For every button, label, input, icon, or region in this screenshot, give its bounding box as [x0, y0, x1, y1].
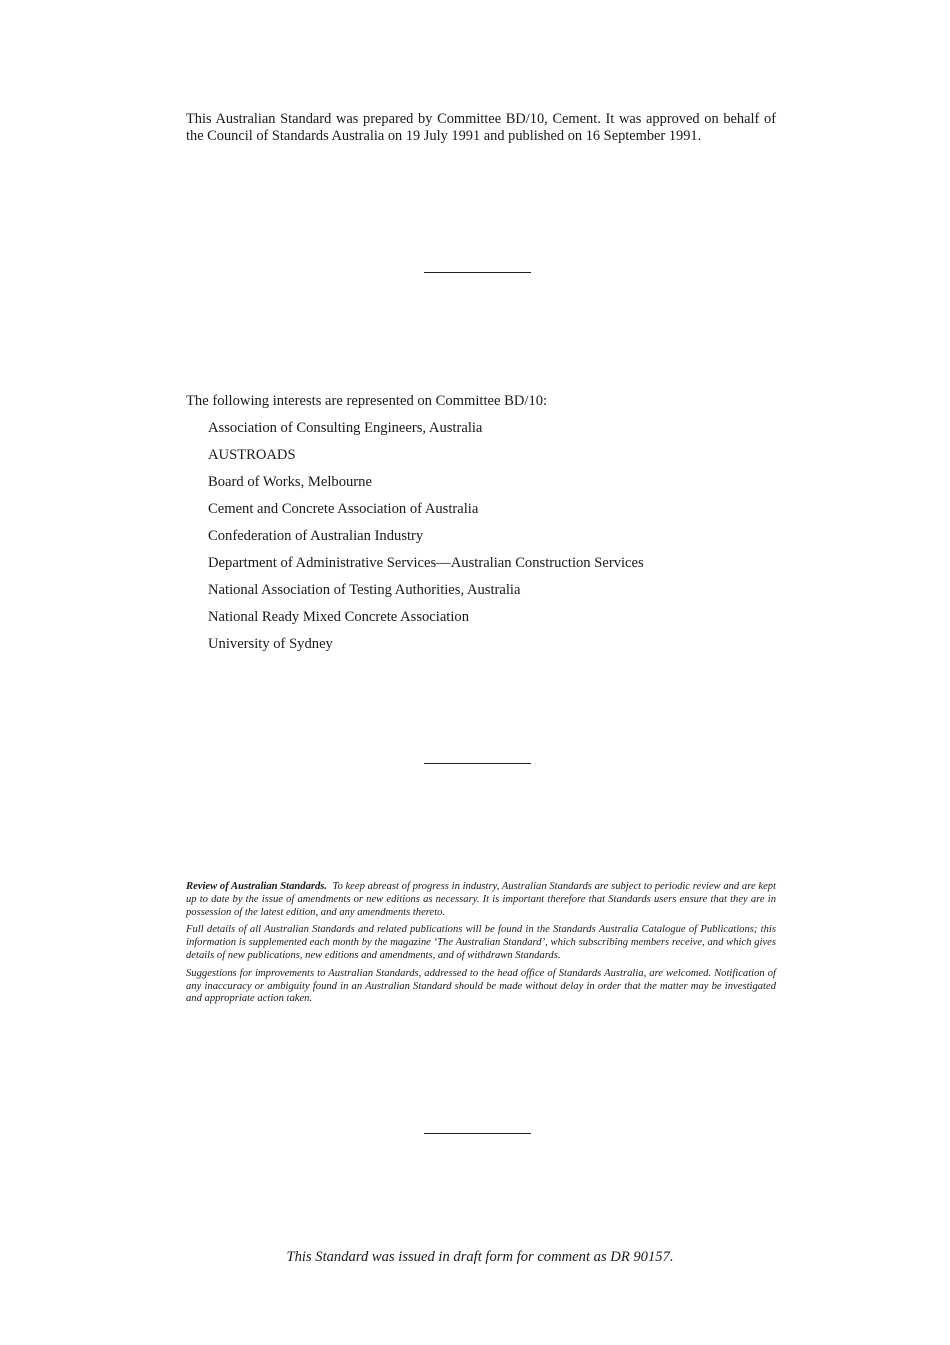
approval-statement: This Australian Standard was prepared by Committee BD/10, Cement. It was approved on behalf of the Council of Standards Australia on 19 July 1991 and published on 16 September 1991. — [186, 111, 776, 144]
catalogue-paragraph: Full details of all Australian Standards and related publications will be found in the Standards Australia Catalogue of Publications; this information is supplemented each month by the magazine ‘The Australian Standard’, which subscribing members receive, and which gives details of new publications, new editions and amendments, and of withdrawn Standards. — [186, 924, 776, 961]
section-divider — [424, 763, 531, 764]
section-divider — [424, 1133, 531, 1134]
committee-heading: The following interests are represented on Committee BD/10: — [186, 393, 548, 409]
review-paragraph — [186, 881, 776, 919]
committee-member-list — [208, 419, 644, 662]
list-item: University of Sydney — [208, 636, 333, 652]
draft-note: This Standard was issued in draft form for comment as DR 90157. — [286, 1249, 674, 1265]
list-item: Department of Administrative Services—Australian Construction Services — [208, 555, 644, 571]
list-item: Association of Consulting Engineers, Australia — [208, 420, 483, 436]
list-item: National Association of Testing Authorities, Australia — [208, 582, 521, 598]
section-divider — [424, 272, 531, 273]
list-item: Cement and Concrete Association of Australia — [208, 501, 479, 517]
list-item: AUSTROADS — [208, 447, 296, 463]
list-item: Confederation of Australian Industry — [208, 528, 424, 544]
list-item: Board of Works, Melbourne — [208, 474, 372, 490]
suggestions-paragraph: Suggestions for improvements to Australian Standards, addressed to the head office of Standards Australia, are welcomed. Notification of any inaccuracy or ambiguity found in an Australian Standard should be made without delay in order that the matter may be investigated and appropriate action taken. — [186, 967, 776, 1005]
review-heading: Review of Australian Standards. — [186, 881, 328, 892]
review-notice — [186, 881, 776, 1011]
review-text: To keep abreast of progress in industry, Australian Standards are subject to periodic review and are kept up to date by the issue of amendments or new editions as necessary. It is important therefore that Standards users ensure that they are in possession of the latest edition, and any amendments thereto. — [186, 881, 777, 918]
list-item: National Ready Mixed Concrete Association — [208, 609, 470, 625]
